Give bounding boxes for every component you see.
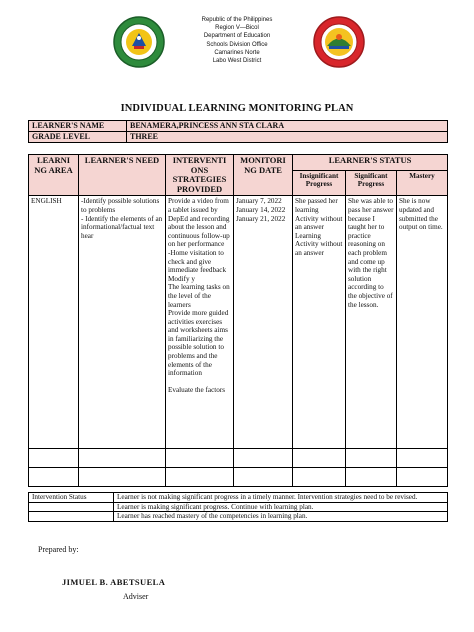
empty-cell: [29, 468, 79, 487]
table-row: [29, 196, 448, 449]
learner-need-item: -Identify possible solutions to problems: [81, 197, 160, 214]
monitoring-date: January 14, 2022: [236, 205, 286, 214]
status-label: Intervention Status: [29, 493, 114, 503]
empty-cell: [166, 449, 234, 468]
prepared-by-label: Prepared by:: [38, 545, 79, 554]
monitoring-plan-table: [28, 154, 448, 487]
signatory-role: Adviser: [123, 592, 149, 601]
header-line: Region V—Bicol: [215, 25, 259, 32]
signatory-name: JIMUEL B. ABETSUELA: [62, 577, 166, 587]
empty-cell: [79, 468, 166, 487]
header-interventions: INTERVENTI ONS STRATEGIES PROVIDED: [166, 155, 234, 196]
table-header-row: [29, 155, 448, 171]
empty-row: [29, 468, 448, 487]
header-line: Camarines Norte: [214, 49, 260, 56]
empty-cell: [79, 449, 166, 468]
status-text: Learner has reached mastery of the competencies in learning plan.: [114, 512, 448, 522]
intervention-cell: [166, 196, 234, 449]
empty-cell: [234, 468, 293, 487]
empty-cell: [397, 468, 448, 487]
empty-row: [29, 449, 448, 468]
monitoring-date-cell: [234, 196, 293, 449]
intervention-item: Evaluate the factors: [168, 385, 226, 394]
header-significant-progress: Significant Progress: [346, 171, 397, 196]
monitoring-date: January 21, 2022: [236, 214, 286, 223]
significant-progress-cell: She was able to pass her answer because I taught her to practice reasoning on each problem and come up with the right solution according to the objective of the lesson.: [346, 196, 397, 449]
learner-need-cell: [79, 196, 166, 449]
empty-cell: [166, 468, 234, 487]
intervention-item: Provide more guided activities exercises and worksheets aims in familiarizing the possible solution to problems and the elements of the information: [168, 309, 229, 378]
intervention-item: The learning tasks on the level of the learners: [168, 283, 230, 309]
header-line: Department of Education: [203, 33, 271, 40]
empty-cell: [346, 468, 397, 487]
header-learning-area: LEARNI NG AREA: [29, 155, 79, 196]
empty-cell: [234, 449, 293, 468]
status-row: [29, 502, 448, 512]
header-learner-status: LEARNER'S STATUS: [293, 155, 448, 171]
header-mastery: Mastery: [397, 171, 448, 196]
empty-cell: [293, 468, 346, 487]
header-insignificant-progress: Insignificant Progress: [293, 171, 346, 196]
grade-level-label: GRADE LEVEL: [29, 132, 127, 143]
status-text: Learner is making significant progress. Continue with learning plan.: [114, 502, 448, 512]
header-line: Schools Division Office: [206, 41, 268, 48]
learner-name-label: LEARNER'S NAME: [29, 121, 127, 132]
grade-level-row: [29, 132, 448, 143]
learner-need-item: - Identify the elements of an informational/factual text hear: [81, 214, 163, 240]
status-text: Learner is not making significant progress in a timely manner. Intervention strategies need to be revised.: [114, 493, 448, 503]
mastery-cell: She is now updated and submitted the output on time.: [397, 196, 448, 449]
intervention-item: Modify y: [168, 274, 195, 283]
learner-name-value: BENAMERA,PRINCESS ANN STA CLARA: [127, 121, 448, 132]
status-row: [29, 512, 448, 522]
header-monitoring-date: MONITORI NG DATE: [234, 155, 293, 196]
agency-header: [0, 16, 474, 65]
empty-cell: [397, 449, 448, 468]
insignificant-progress-cell: She passed her learning Activity without an answer Learning Activity without an answer: [293, 196, 346, 449]
intervention-item: Provide a video from a tablet issued by DepEd and recording about the lesson and continuous follow-up on her performance: [168, 197, 230, 249]
status-row: [29, 493, 448, 503]
status-label: [29, 502, 114, 512]
learner-name-row: [29, 121, 448, 132]
status-label: [29, 512, 114, 522]
learner-info-table: [28, 120, 448, 143]
monitoring-date: January 7, 2022: [236, 197, 282, 206]
document-title: INDIVIDUAL LEARNING MONITORING PLAN: [120, 103, 354, 114]
empty-cell: [346, 449, 397, 468]
header-line: Republic of the Philippines: [201, 17, 273, 23]
intervention-item: -Home visitation to check and give immediate feedback: [168, 248, 227, 275]
intervention-status-table: [28, 492, 448, 522]
header-line: Labo West District: [212, 58, 262, 65]
header-learner-need: LEARNER'S NEED: [79, 155, 166, 196]
learning-area-cell: ENGLISH: [29, 196, 79, 449]
grade-level-value: THREE: [127, 132, 448, 143]
empty-cell: [293, 449, 346, 468]
empty-cell: [29, 449, 79, 468]
intervention-spacer: [168, 378, 231, 386]
